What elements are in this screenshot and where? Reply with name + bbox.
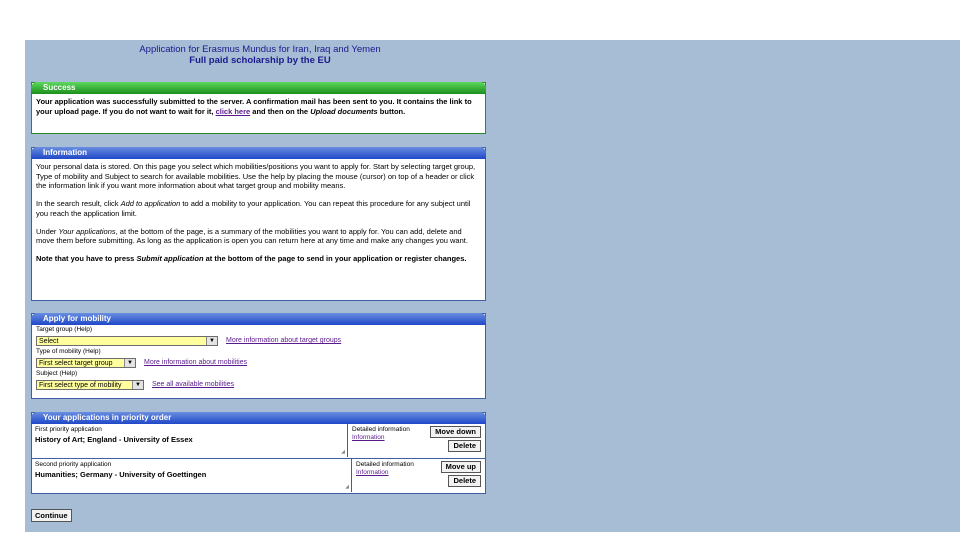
page-title: Application for Erasmus Mundus for Iran, Iraq and Yemen: [139, 44, 381, 55]
success-header: Success: [31, 82, 486, 94]
continue-button[interactable]: Continue: [31, 509, 72, 522]
info-paragraph-1: Your personal data is stored. On this page you select which mobilities/positions you want to apply for. Start by selecting target group, Type of mobility and Subject to search for available mobilities. Use the help by placing the mouse (cursor) on top of a header or click the information link if you want more information about what target group and mobility means.: [36, 162, 476, 190]
delete-button-2[interactable]: Delete: [448, 475, 481, 487]
information-text: [32, 159, 485, 275]
information-panel: [31, 147, 486, 301]
subject-select[interactable]: First select type of mobility ▼: [36, 380, 144, 390]
success-message: Your application was successfully submitted to the server. A confirmation mail has been sent to you. It contains the link to your upload page. If you do not want to wait for it, click here and then on the Upload documents button.: [36, 97, 472, 116]
target-group-select[interactable]: Select ▼: [36, 336, 218, 346]
priority-row-2: Second priority application Humanities; Germany - University of Goettingen ◢ Detailed information Information Move up Delete: [32, 459, 485, 493]
delete-button-1[interactable]: Delete: [448, 440, 481, 452]
information-link-1[interactable]: Information: [352, 434, 385, 441]
resize-handle-icon[interactable]: ◢: [341, 449, 345, 455]
info-paragraph-3: Under Your applications, at the bottom of the page, is a summary of the mobilities you want to apply for. You can add, delete and move them before submitting. As long as the application is open you can return here at any time and make any changes you want.: [36, 226, 468, 245]
target-groups-info-link[interactable]: More information about target groups: [226, 337, 342, 345]
priority-applications-panel: [31, 412, 486, 494]
priority-value-2: Second priority application Humanities; Germany - University of Goettingen ◢: [32, 459, 352, 492]
chevron-down-icon: ▼: [132, 381, 143, 389]
target-group-label: Target group (Help): [36, 326, 92, 333]
mobilities-info-link[interactable]: More information about mobilities: [144, 359, 248, 367]
resize-handle-icon[interactable]: ◢: [345, 484, 349, 490]
apply-mobility-panel: [31, 313, 486, 399]
subject-label: Subject (Help): [36, 370, 78, 377]
information-header: Information: [31, 147, 486, 159]
type-of-mobility-select[interactable]: First select target group ▼: [36, 358, 136, 368]
move-up-button[interactable]: Move up: [441, 461, 481, 473]
priority-header: Your applications in priority order: [31, 412, 486, 424]
information-link-2[interactable]: Information: [356, 469, 389, 476]
priority-value-1: First priority application History of Art; England - University of Essex ◢: [32, 424, 348, 457]
click-here-link[interactable]: click here: [215, 106, 251, 116]
apply-header: Apply for mobility: [31, 313, 486, 325]
type-of-mobility-label: Type of mobility (Help): [36, 348, 101, 355]
application-page: [25, 40, 960, 532]
chevron-down-icon: ▼: [124, 359, 135, 367]
info-paragraph-2: In the search result, click Add to application to add a mobility to your application. You can repeat this procedure for any subject until you reach the application limit.: [36, 199, 471, 218]
page-subtitle: Full paid scholarship by the EU: [189, 55, 331, 66]
success-panel: [31, 82, 486, 134]
chevron-down-icon: ▼: [206, 337, 217, 345]
page-header: [25, 44, 495, 66]
all-mobilities-link[interactable]: See all available mobilities: [152, 381, 235, 389]
priority-row-1: First priority application History of Art; England - University of Essex ◢ Detailed information Information Move down Delete: [32, 424, 485, 459]
info-paragraph-4: Note that you have to press Submit application at the bottom of the page to send in your application or register changes.: [36, 254, 467, 263]
move-down-button[interactable]: Move down: [430, 426, 481, 438]
